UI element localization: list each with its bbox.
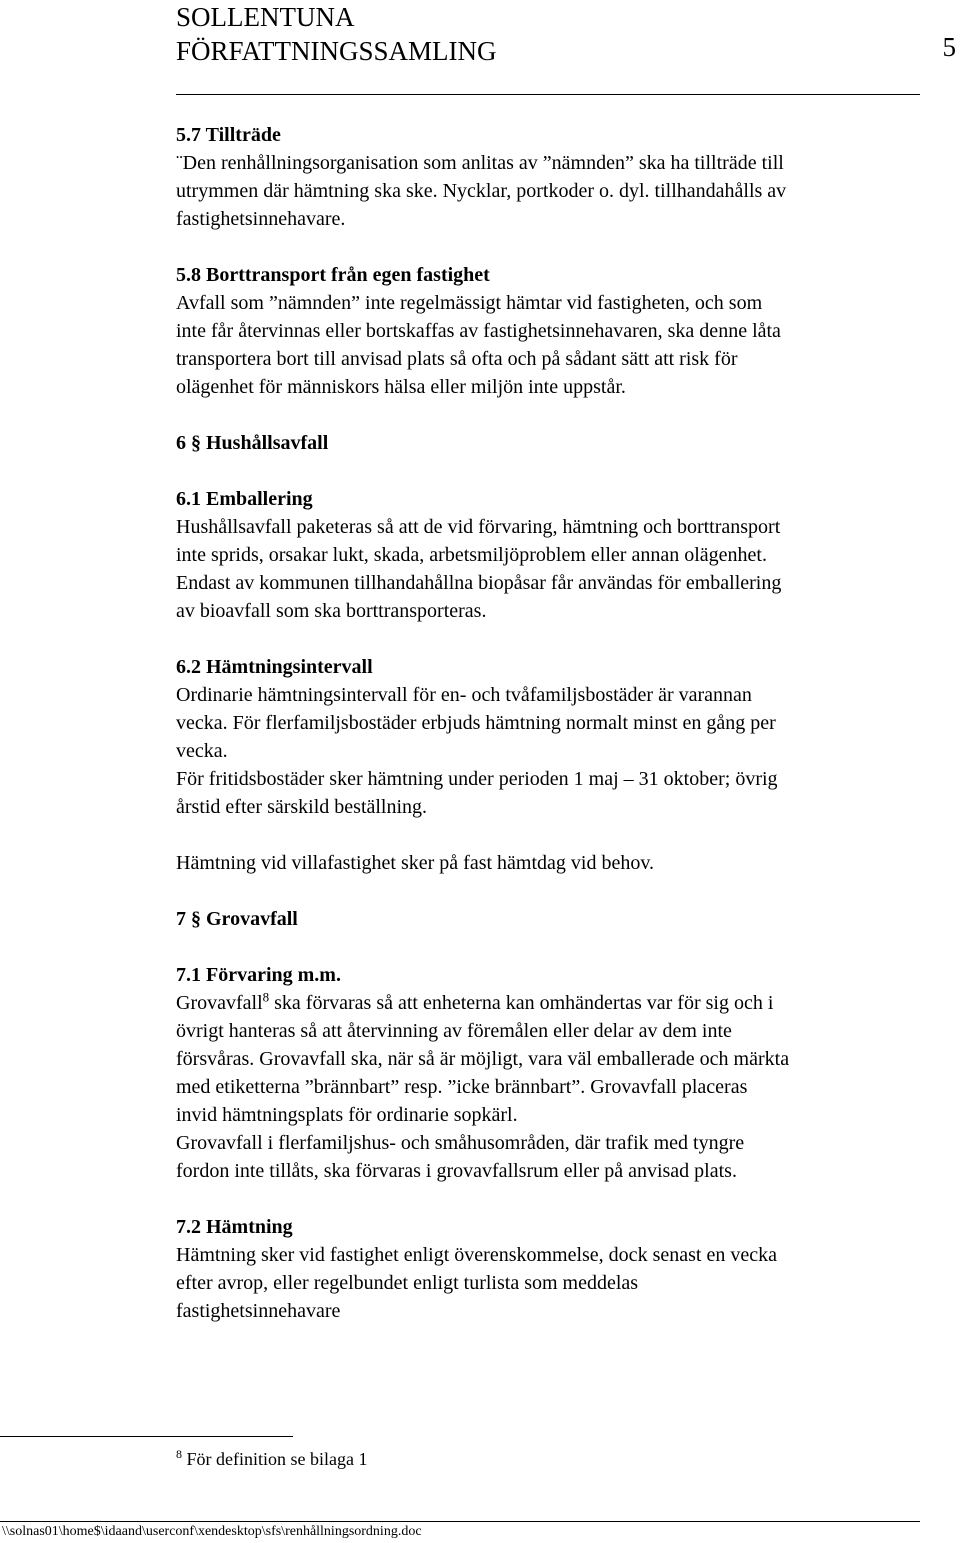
section-heading: 7.1 Förvaring m.m.	[176, 964, 341, 986]
file-path: \\solnas01\home$\idaand\userconf\xendesktop\sfs\renhållningsordning.doc	[2, 1524, 422, 1539]
section-heading: 6.2 Hämtningsintervall	[176, 656, 373, 678]
text-line: olägenhet för människors hälsa eller miljön inte uppstår.	[176, 376, 626, 398]
section-6-2	[176, 653, 920, 877]
page-number: 5	[942, 32, 956, 62]
text-line: invid hämtningsplats för ordinarie sopkärl.	[176, 1104, 518, 1126]
spacer	[176, 401, 920, 429]
text-line: ¨Den renhållningsorganisation som anlitas av ”nämnden” ska ha tillträde till	[176, 152, 784, 174]
spacer	[176, 1185, 920, 1213]
text-line: vecka.	[176, 740, 228, 762]
text-line: vecka. För flerfamiljsbostäder erbjuds hämtning normalt minst en gång per	[176, 712, 776, 734]
text-line: transportera bort till anvisad plats så ofta och på sådant sätt att risk för	[176, 348, 738, 370]
text-line: För fritidsbostäder sker hämtning under perioden 1 maj – 31 oktober; övrig	[176, 768, 778, 790]
text-line: fastighetsinnehavare.	[176, 208, 346, 230]
text-line: Avfall som ”nämnden” inte regelmässigt hämtar vid fastigheten, och som	[176, 292, 763, 314]
section-7	[176, 905, 920, 933]
text-line: inte sprids, orsakar lukt, skada, arbetsmiljöproblem eller annan olägenhet.	[176, 544, 767, 566]
spacer	[176, 933, 920, 961]
section-heading: 6.1 Emballering	[176, 488, 313, 510]
text-line: Endast av kommunen tillhandahållna biopåsar får användas för emballering	[176, 572, 782, 594]
footnote-text: För definition se bilaga 1	[182, 1449, 368, 1469]
footnote-reference[interactable]: 8	[262, 989, 270, 1005]
text-line: Grovavfall i flerfamiljshus- och småhusområden, där trafik med tyngre	[176, 1132, 745, 1154]
line-rest: ska förvaras så att enheterna kan omhändertas var för sig och i	[269, 992, 774, 1014]
title-line-1: SOLLENTUNA	[176, 2, 355, 32]
section-heading: 5.8 Borttransport från egen fastighet	[176, 264, 490, 286]
header-divider	[176, 94, 920, 95]
spacer	[176, 233, 920, 261]
text-line: övrigt hanteras så att återvinning av föremålen eller delar av dem inte	[176, 1020, 732, 1042]
text-line: Hämtning vid villafastighet sker på fast hämtdag vid behov.	[176, 852, 655, 874]
text-line: Hushållsavfall paketeras så att de vid förvaring, hämtning och borttransport	[176, 516, 781, 538]
text-line: fastighetsinnehavare	[176, 1300, 341, 1322]
footnote-divider	[0, 1436, 293, 1437]
section-heading: 7.2 Hämtning	[176, 1216, 293, 1238]
section-7-2	[176, 1213, 920, 1325]
section-heading: 5.7 Tillträde	[176, 124, 281, 146]
section-5-7	[176, 121, 920, 233]
chapter-heading: 6 § Hushållsavfall	[176, 432, 329, 454]
footnote-number: 8	[176, 1447, 182, 1461]
section-7-1	[176, 961, 920, 1185]
document-body	[176, 121, 920, 1325]
first-word: Grovavfall	[176, 992, 263, 1014]
text-line: utrymmen där hämtning ska ske. Nycklar, portkoder o. dyl. tillhandahålls av	[176, 180, 787, 202]
text-line: av bioavfall som ska borttransporteras.	[176, 600, 487, 622]
text-line: fordon inte tillåts, ska förvaras i grovavfallsrum eller på anvisad plats.	[176, 1160, 737, 1182]
document-title	[176, 0, 876, 68]
section-5-8	[176, 261, 920, 401]
text-line	[176, 989, 920, 1017]
text-line: försvåras. Grovavfall ska, när så är möjligt, vara väl emballerade och märkta	[176, 1048, 790, 1070]
chapter-heading: 7 § Grovavfall	[176, 908, 298, 930]
spacer	[176, 821, 920, 849]
spacer	[176, 625, 920, 653]
spacer	[176, 877, 920, 905]
text-line: efter avrop, eller regelbundet enligt turlista som meddelas	[176, 1272, 639, 1294]
footnote	[176, 1446, 920, 1472]
title-line-2: FÖRFATTNINGSSAMLING	[176, 36, 497, 66]
section-6-1	[176, 485, 920, 625]
spacer	[176, 457, 920, 485]
text-line: Hämtning sker vid fastighet enligt överenskommelse, dock senast en vecka	[176, 1244, 777, 1266]
text-line: inte får återvinnas eller bortskaffas av fastighetsinnehavaren, ska denne låta	[176, 320, 781, 342]
text-line: årstid efter särskild beställning.	[176, 796, 428, 818]
text-line: med etiketterna ”brännbart” resp. ”icke brännbart”. Grovavfall placeras	[176, 1076, 748, 1098]
text-line: Ordinarie hämtningsintervall för en- och tvåfamiljsbostäder är varannan	[176, 684, 752, 706]
footer-divider	[0, 1521, 920, 1522]
section-6	[176, 429, 920, 457]
